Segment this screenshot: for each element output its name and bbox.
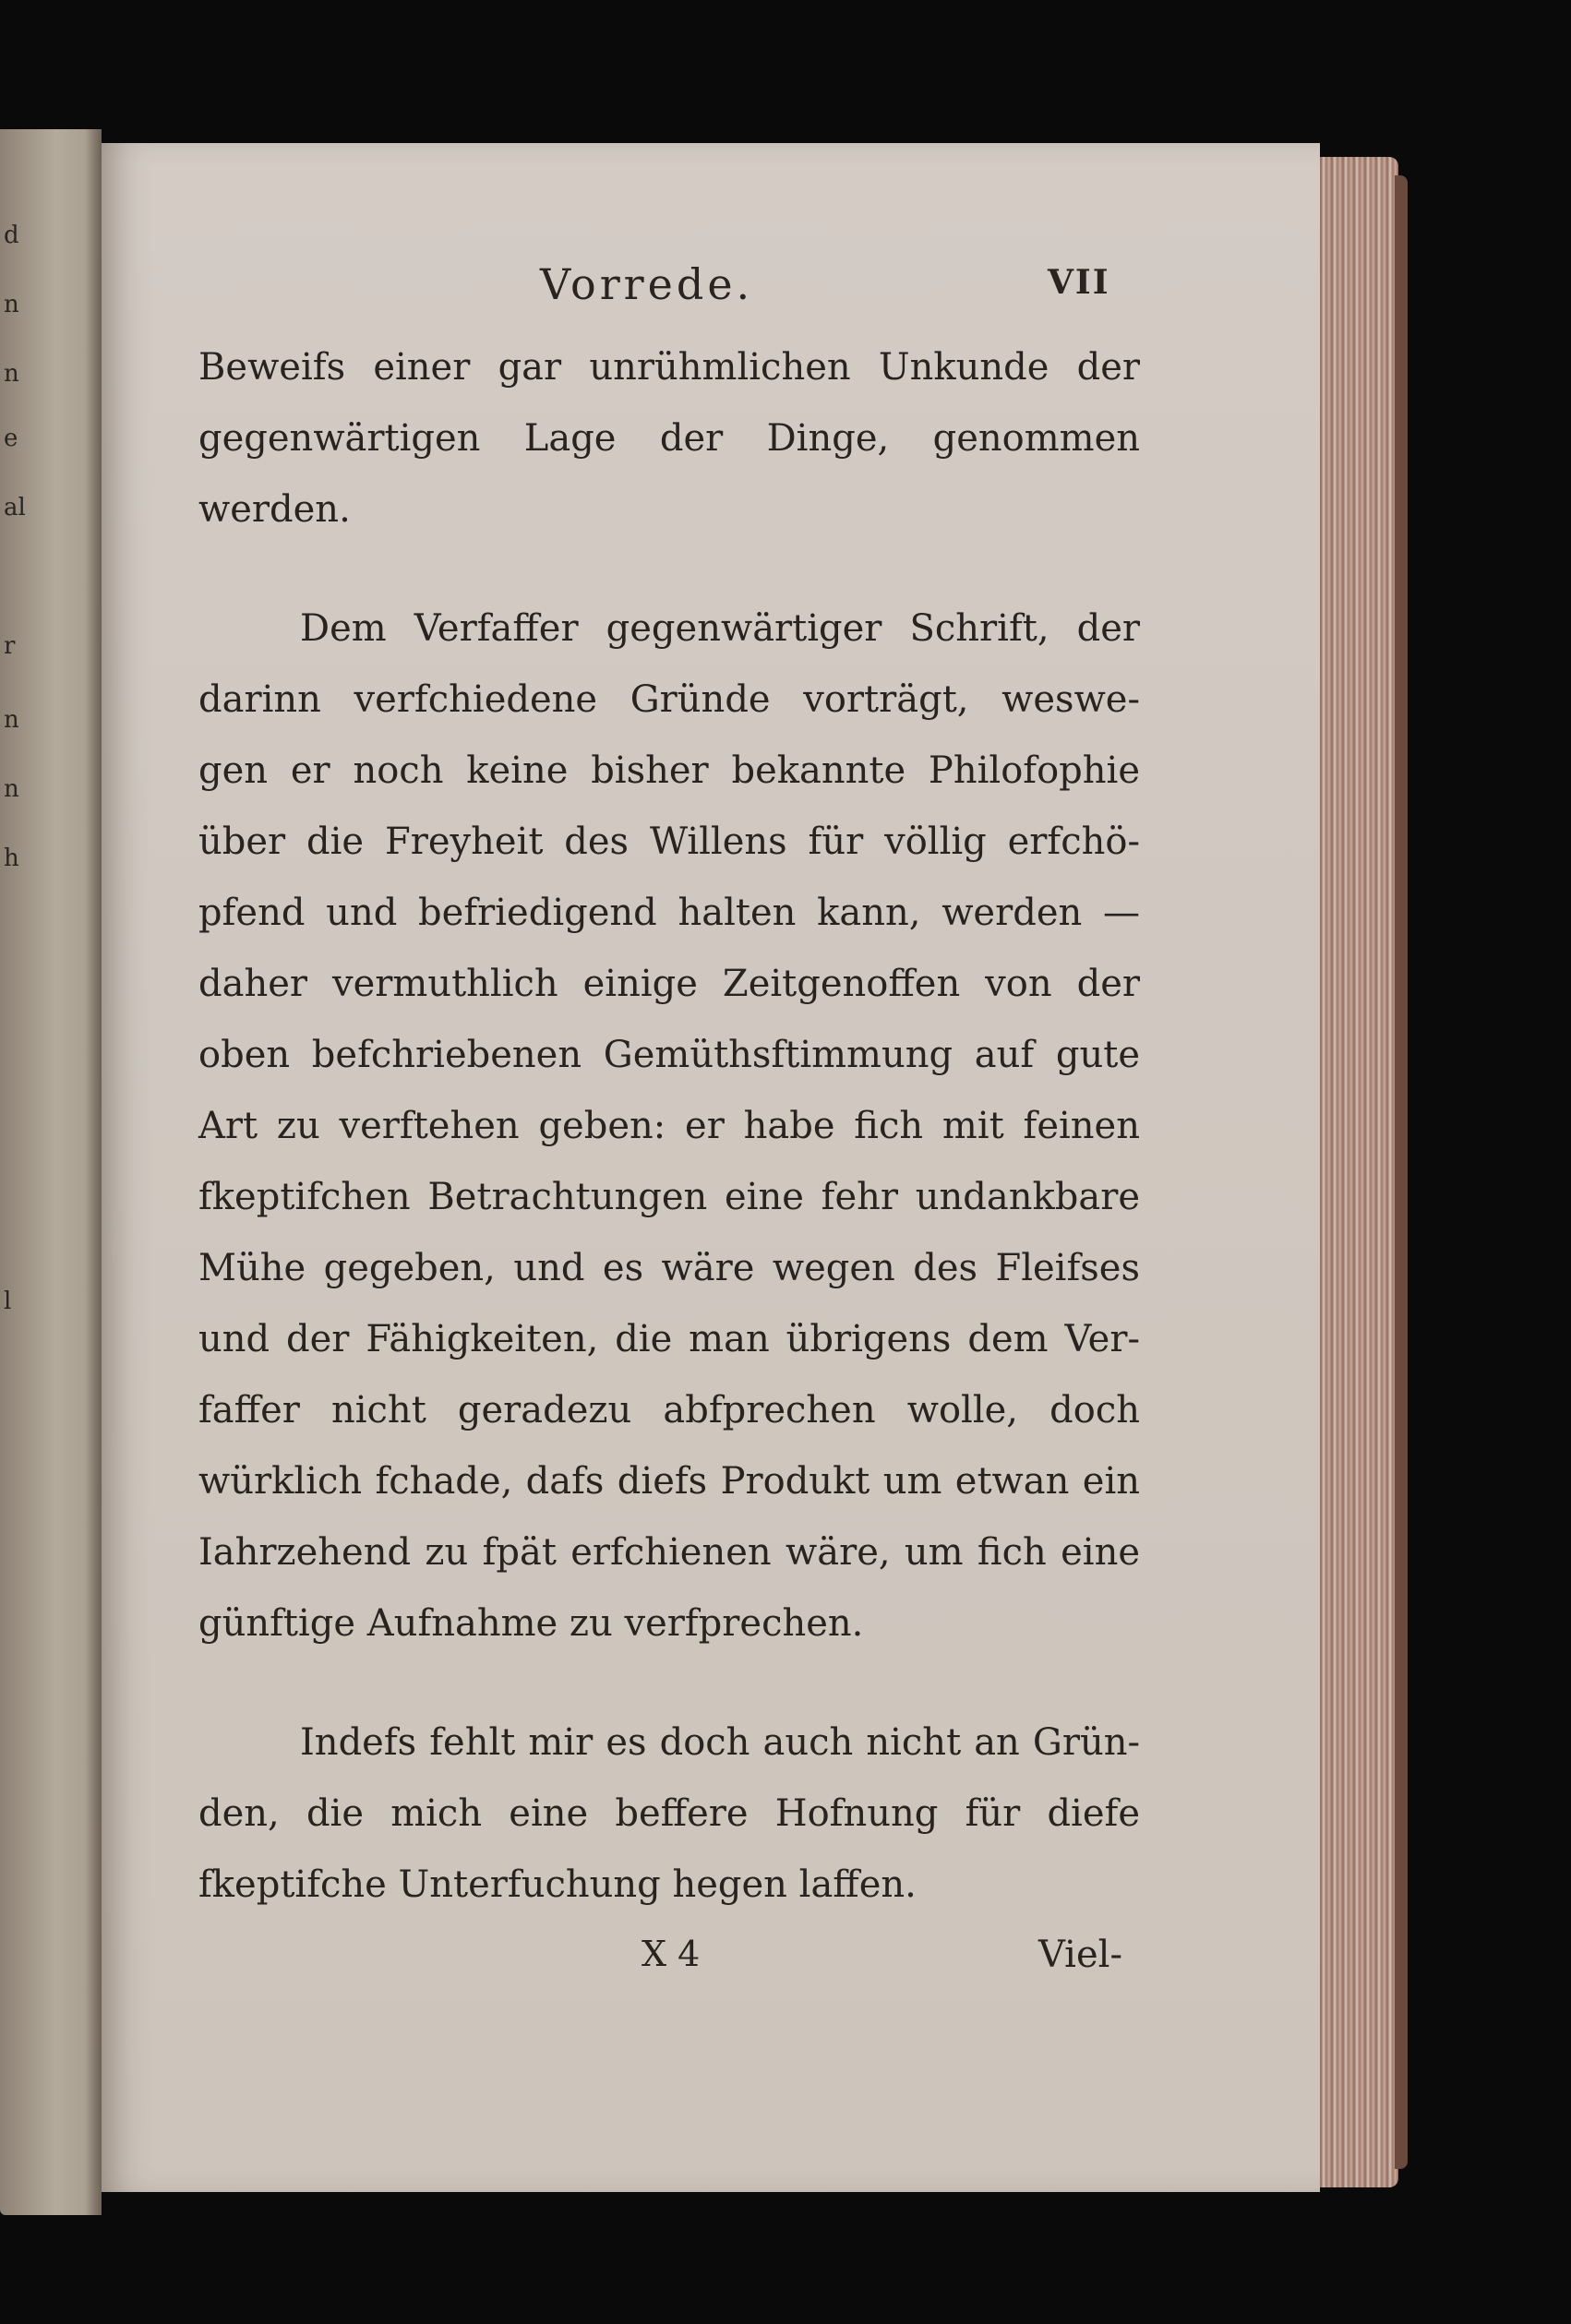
facing-page-letter: l <box>4 1288 12 1315</box>
text-line: oben befchriebenen Gemüthsftimmung auf gute <box>198 1034 1140 1076</box>
facing-page-letter: n <box>4 360 19 388</box>
text-line: günftige Aufnahme zu verfprechen. <box>198 1602 864 1645</box>
signature-mark: X 4 <box>642 1934 701 1974</box>
facing-page-letter: n <box>4 706 19 734</box>
catchword: Viel- <box>1038 1934 1122 1976</box>
text-line: werden. <box>198 488 351 531</box>
paragraph-gap <box>198 545 1140 593</box>
text-line: fkeptifchen Betrachtungen eine fehr undankbare <box>198 1176 1140 1218</box>
facing-page-letter: al <box>4 494 26 521</box>
text-line: gegenwärtigen Lage der Dinge, genommen <box>198 417 1140 460</box>
text-line: und der Fähigkeiten, die man übrigens dem Ver- <box>198 1318 1140 1360</box>
paragraph-gap <box>198 1659 1140 1707</box>
text-line: würklich fchade, dafs diefs Produkt um etwan ein <box>198 1460 1140 1503</box>
text-line: Mühe gegeben, und es wäre wegen des Fleifses <box>198 1247 1140 1289</box>
text-line: Indefs fehlt mir es doch auch nicht an Grün- <box>300 1721 1140 1764</box>
page-number: VII <box>1048 263 1110 302</box>
text-line: Dem Verfaffer gegenwärtiger Schrift, der <box>300 607 1140 650</box>
text-line: fkeptifche Unterfuchung hegen laffen. <box>198 1863 917 1906</box>
text-line: Iahrzehend zu fpät erfchienen wäre, um fich eine <box>198 1531 1140 1574</box>
text-line: gen er noch keine bisher bekannte Philofophie <box>198 749 1140 792</box>
text-line: pfend und befriedigend halten kann, werden — <box>198 892 1140 934</box>
text-line: über die Freyheit des Willens für völlig erfchö- <box>198 821 1140 863</box>
page-footer <box>102 1934 1320 1998</box>
facing-page-letter: e <box>4 425 18 452</box>
page-block-edge <box>1315 157 1398 2187</box>
gutter-shadow <box>85 129 102 2215</box>
text-line: Art zu verftehen geben: er habe fich mit feinen <box>198 1105 1140 1147</box>
facing-page-letter: h <box>4 845 19 872</box>
text-line: den, die mich eine beffere Hofnung für diefe <box>198 1792 1140 1835</box>
text-line: darinn verfchiedene Gründe vorträgt, weswe- <box>198 678 1140 721</box>
running-title: Vorrede. <box>540 259 754 309</box>
page-body-text <box>198 332 1140 1921</box>
text-line: faffer nicht geradezu abfprechen wolle, doch <box>198 1389 1140 1432</box>
running-header <box>102 254 1320 318</box>
facing-page <box>0 129 102 2215</box>
facing-page-letter: n <box>4 291 19 318</box>
text-line: daher vermuthlich einige Zeitgenoffen von der <box>198 963 1140 1005</box>
facing-page-letter: n <box>4 775 19 803</box>
facing-page-letter: d <box>4 222 19 249</box>
facing-page-letter: r <box>4 632 16 660</box>
text-line: Beweifs einer gar unrühmlichen Unkunde der <box>198 346 1140 389</box>
